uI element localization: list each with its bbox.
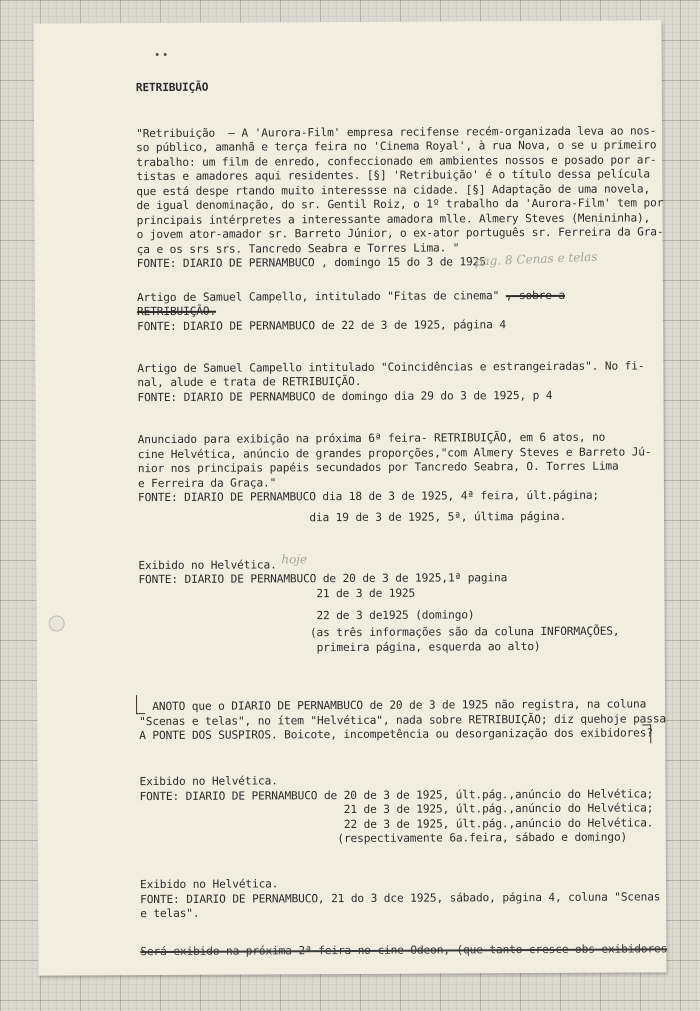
- text-line: ça e os srs srs. Tancredo Seabra e Torres Lima. ": [136, 241, 460, 257]
- struck-text: RETRIBUIÇÃO.: [136, 304, 217, 319]
- text-line: primeira página, esquerda ao alto): [138, 640, 541, 656]
- text-line: que está despe rtando muito interessse na cidade. [§] Adaptação de uma novela,: [136, 182, 651, 199]
- text-line: (respectivamente 6a.feira, sábado e domingo): [139, 830, 628, 847]
- text-line: "Retribuição — A 'Aurora-Film' empresa recifense recém-organizada leva ao nos-: [136, 124, 657, 141]
- text-line: Exibido no Helvética.: [139, 774, 278, 789]
- source-line: FONTE: DIARIO DE PERNAMBUCO de 22 de 3 de 1925, página 4: [137, 318, 506, 334]
- text-line: Anunciado para exibição na próxima 6ª feira- RETRIBUIÇÃO, em 6 atos, no: [137, 430, 606, 447]
- text-line: e Ferreira da Graça.": [137, 476, 277, 491]
- source-line: FONTE: DIARIO DE PERNAMBUCO dia 18 de 3 de 1925, 4ª feira, últ.página;: [137, 488, 600, 505]
- text-line: "Scenas e telas", no ítem "Helvética", nada sobre RETRIBUIÇÃO; diz quehoje passa: [139, 712, 667, 729]
- source-line: 21 de 3 de 1925, últ.pág.,anúncio do Helvética;: [139, 801, 654, 818]
- quote-block: [34, 20, 664, 271]
- document-page: [34, 20, 667, 975]
- text-line: tistas e amadores aqui residentes. [§] 'Retribuição' é o título dessa película: [136, 167, 651, 184]
- source-line: dia 19 de 3 de 1925, 5ª, última página.: [138, 509, 567, 526]
- text-line: (as três informações são da coluna INFORMAÇÕES,: [138, 624, 620, 641]
- text-line: de igual denominação, do sr. Gentil Roiz, o 1º trabalho da 'Aurora-Film' tem por: [136, 196, 664, 213]
- ink-dot: [156, 53, 159, 56]
- text-line: e telas".: [140, 906, 200, 921]
- handwritten-note: hoje: [281, 552, 308, 567]
- text-line: Artigo de Samuel Campello, intitulado "Fitas de cinema" , sobre a: [136, 288, 566, 305]
- text-line: nal, alude e trata de RETRIBUIÇÃO.: [137, 374, 362, 390]
- source-line: FONTE: DIARIO DE PERNAMBUCO de 20 de 3 de 1925, últ.pág.,anúncio do Helvética;: [139, 787, 654, 804]
- handwritten-note: pag. 8 Cenas e telas: [474, 249, 598, 269]
- source-line: FONTE: DIARIO DE PERNAMBUCO de 20 de 3 de 1925,1ª pagina: [138, 571, 508, 587]
- source-line: 22 de 3 de 1925, últ.pág.,anúncio do Helvética.: [139, 816, 654, 833]
- source-line: FONTE: DIARIO DE PERNAMBUCO, 21 do 3 dce 1925, sábado, página 4, coluna "Scenas: [140, 890, 661, 907]
- struck-text: Será exibido na próxima 2ª feira no cine Odeon, (que tanto cresce obs exibidores: [140, 942, 668, 959]
- text-line: ANOTO que o DIARIO DE PERNAMBUCO de 20 de 3 de 1925 não registra, na coluna: [139, 697, 647, 714]
- source-line: 21 de 3 de 1925: [138, 586, 416, 602]
- ink-dot: [164, 53, 167, 56]
- source-line: FONTE: DIARIO DE PERNAMBUCO , domingo 15 do 3 de 1925: [136, 255, 486, 271]
- struck-text: , sobre a: [505, 288, 566, 303]
- document-title: RETRIBUIÇÃO: [135, 80, 209, 95]
- text-line: Exibido no Helvética.: [139, 877, 279, 892]
- text-line: trabalho: um film de enredo, confeccionado em ambientes nossos e posado por ar-: [136, 153, 657, 170]
- punch-hole: [49, 615, 65, 631]
- text-line: nior nos principais papéis secundados por Tancredo Seabra, O. Torres Lima: [137, 459, 619, 476]
- text-line: principais intérpretes a interessante amadora mlle. Almery Steves (Menininha),: [136, 211, 651, 228]
- text-line: o jovem ator-amador sr. Barreto Júnior, o ex-ator português sr. Ferreira da Gra-: [136, 225, 664, 242]
- source-line: FONTE: DIARIO DE PERNAMBUCO de domingo dia 29 do 3 de 1925, p 4: [137, 388, 553, 405]
- text-line: A PONTE DOS SUSPIROS. Boicote, incompetência ou desorganização dos exibidores?: [139, 726, 653, 743]
- text-line: Artigo de Samuel Campello intitulado "Coincidências e estrangeiradas". No fi-: [137, 359, 645, 376]
- text-line: cine Helvética, anúncio de grandes proporções,"com Almery Steves e Barreto Jú-: [137, 445, 652, 462]
- close-bracket: [642, 724, 651, 743]
- text-line: Exibido no Helvética.: [138, 558, 277, 573]
- source-line: 22 de 3 de1925 (domingo): [138, 608, 475, 624]
- text-line: so público, amanhã e terça feira no 'Cinema Royal', à rua Nova, o se u primeiro: [136, 138, 657, 155]
